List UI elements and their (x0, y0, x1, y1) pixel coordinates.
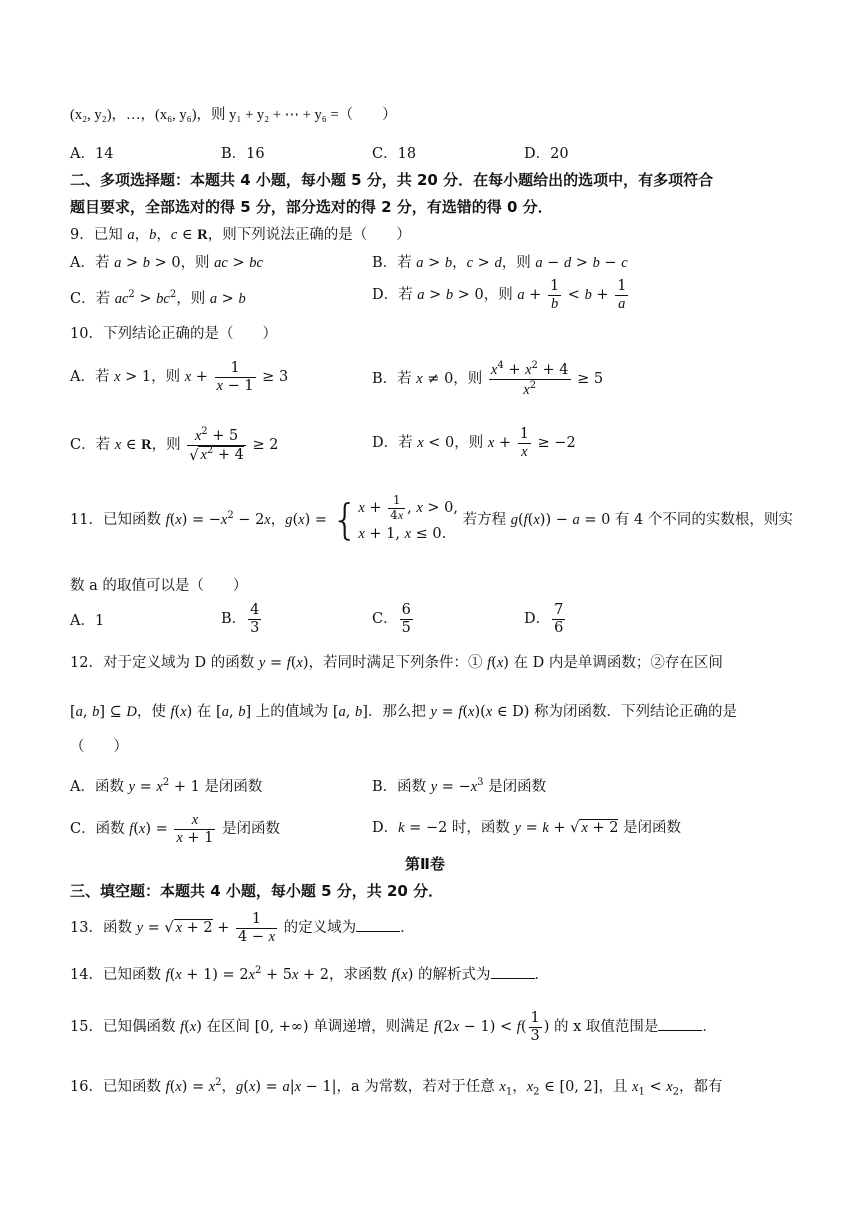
q13-end: ． (400, 920, 415, 937)
q11-b-num: 4 (250, 602, 260, 618)
q10-b-mid: ，则 (453, 371, 487, 387)
q9-option-d: D．若 a > b > 0，则 a + $\frac{1}{b}$ < b + $\frac{1}{a}$ (372, 278, 627, 312)
q9-option-a: A．若 a > b > 0，则 ac > bc (70, 255, 263, 271)
q14-line: 14．已知函数 $f(x + 1) = 2x^2 + 5x + 2$，求函数 f(x) 的解析式为 ． (70, 965, 550, 983)
q14-post: 的解析式为 (413, 966, 491, 983)
q11-option-d (524, 602, 567, 636)
q16-mid1: ， (221, 1078, 237, 1095)
q11-d-den: 6 (554, 619, 564, 636)
q8-pairs: (x₂, y₂)，…，(x₆, y₆)，则 y₁ + y₂ + ⋯ + y₆ =（ ） (70, 107, 397, 123)
q10-c-mid: ，则 (151, 437, 186, 453)
q14-answer-blank[interactable] (491, 968, 535, 979)
q12-a-pre: A．函数 (70, 778, 129, 795)
q10-d-mid: ，则 (454, 435, 488, 452)
q12-stem-line1: 12．对于定义域为 D 的函数 y = f(x)，若同时满足下列条件：① f(x) 在 D 内是单调函数；②存在区间 (70, 655, 723, 671)
q12-s2a: ，使 (136, 704, 171, 720)
q11-d-label: D． (524, 611, 551, 628)
q16-post: ，都有 (679, 1078, 723, 1095)
q10-a-pre: A．若 (70, 369, 115, 386)
q12-b-pre: B．函数 (372, 778, 431, 795)
q15-line: 15．已知偶函数 f(x) 在区间 [0, +∞) 单调递增，则满足 f(2x − 1) < f( $\frac{1}{3}$ ) 的 x 取值范围是 ． (70, 1010, 717, 1044)
q12-s2c: 上的值域为 (251, 704, 333, 720)
q12-s1a: 12．对于定义域为 D 的函数 (70, 655, 259, 671)
q11-c-den: 5 (401, 619, 411, 636)
q8-pairs-line (70, 108, 397, 123)
q12-s2d: ．那么把 (367, 704, 431, 720)
q9-stem-pre: 9．已知 (70, 227, 128, 243)
section2-title-line1: 二、多项选择题：本题共 4 小题，每小题 5 分，共 20 分．在每小题给出的选项中，有多项符合 (70, 171, 714, 189)
section3-title: 三、填空题：本题共 4 小题，每小题 5 分，共 20 分． (70, 882, 444, 900)
q9-stem-post: ，则下列说法正确的是（ ） (207, 227, 411, 243)
q12-s1c: 在 D 内是单调函数；②存在区间 (508, 655, 723, 671)
q9-b-pre: B．若 (372, 255, 417, 271)
part2-title: 第Ⅱ卷 (405, 855, 445, 873)
q16-mid3: ， (512, 1078, 527, 1095)
q8-option-c: C．18 (372, 146, 417, 162)
q15-end: ． (702, 1019, 717, 1036)
q12-s1b: ，若同时满足下列条件：① (308, 655, 488, 671)
q10-option-d: D．若 x < 0，则 x + $\frac{1}{x}$ ≥ −2 (372, 426, 576, 460)
q12-option-b: B．函数 $y = -x^3$ 是闭函数 (372, 777, 547, 795)
q11-stem-post: 有 4 个不同的实数根，则实 (614, 511, 793, 528)
q14-end: ． (534, 966, 550, 983)
q12-c-pre: C．函数 (70, 821, 130, 838)
q12-d-mid: 时，函数 (447, 820, 515, 836)
q14-mid: ，求函数 (328, 966, 392, 983)
q11-stem-pre: 11．已知函数 (70, 511, 166, 528)
q11-option-a: A．1 (70, 613, 105, 629)
q12-c-post: 是闭函数 (217, 821, 281, 838)
q10-b-pre: B．若 (372, 371, 417, 387)
q11-d-num: 7 (554, 602, 564, 618)
q10-option-b: B．若 x ≠ 0，则 $\frac{x^4 + x^2 + 4}{x^2}$ ≥ 5 (372, 360, 604, 398)
q13-line: 13．函数 y = √ x + 2 + $\frac{1}{4 - x}$ 的定义域为 ． (70, 911, 415, 945)
q14-pre: 14．已知函数 (70, 966, 166, 983)
q9-d-pre: D．若 (372, 287, 418, 304)
q12-d-post: 是闭函数 (618, 820, 682, 836)
q10-d-pre: D．若 (372, 435, 418, 452)
q10-a-mid: ，则 (151, 369, 185, 386)
q9-a-mid: ，则 (180, 255, 215, 271)
q12-option-a: A．函数 $y = x^2 + 1$ 是闭函数 (70, 777, 263, 795)
q16-pre: 16．已知函数 (70, 1078, 166, 1095)
q12-s2b: 在 (192, 704, 217, 720)
q8-option-a: A．14 (70, 146, 114, 162)
q11-option-c (372, 602, 415, 636)
q9-stem: 9．已知 a，b，c ∈ R，则下列说法正确的是（ ） (70, 227, 411, 243)
q9-c-mid: ，则 (176, 290, 210, 307)
q9-c-pre: C．若 (70, 290, 115, 307)
q16-line: 16．已知函数 $f(x) = x^2$，g(x) = a|x − 1|，a 为常数，若对于任意 $x_1$，$x_2$ ∈ [0, 2]，且 $x_1 < x_2$，都有 (70, 1077, 723, 1098)
q12-option-d: D．k = −2 时，函数 y = k + √ x + 2 是闭函数 (372, 820, 682, 836)
q9-d-mid: ，则 (483, 287, 518, 304)
q11-stem-line2: 数 a 的取值可以是（ ） (70, 578, 248, 594)
q10-option-a: A．若 x > 1，则 x + $\frac{1}{x - 1}$ ≥ 3 (70, 360, 289, 394)
q15-answer-blank[interactable] (658, 1020, 702, 1031)
q9-b-mid: ，则 (501, 255, 536, 271)
q9-option-c: C．若 $ac^2 > bc^2$，则 a > b (70, 289, 246, 307)
q12-stem-line3: （ ） (70, 739, 128, 755)
q13-pre: 13．函数 (70, 920, 137, 937)
q9-option-b: B．若 a > b，c > d，则 a − d > b − c (372, 255, 628, 271)
q9-a-pre: A．若 (70, 255, 115, 271)
q15-mid1: 在区间 (201, 1019, 255, 1036)
q12-b-post: 是闭函数 (483, 778, 547, 795)
q12-a-post: 是闭函数 (199, 778, 263, 795)
q10-stem: 10．下列结论正确的是（ ） (70, 326, 277, 342)
q10-c-pre: C．若 (70, 437, 115, 453)
q11-b-label: B． (221, 611, 247, 628)
q15-pre: 15．已知偶函数 (70, 1019, 181, 1036)
q12-stem-line2: [a, b] ⊆ D，使 f(x) 在 [a, b] 上的值域为 [a, b]．那么把 y = f(x)(x ∈ D) 称为闭函数．下列结论正确的是 (70, 704, 738, 720)
q11-stem: 11．已知函数 $f(x) = -x^2 - 2x$，g(x) = {x + $\frac{1}{4x}$ , x > 0, x + 1, x ≤ 0. 若方程 g(f(x)) − a = 0 有 4 个不同的实数根，则实 (70, 493, 793, 544)
q8-option-d: D．20 (524, 146, 569, 162)
q15-post: 的 x 取值范围是 (549, 1019, 659, 1036)
q12-s2e: 称为闭函数．下列结论正确的是 (529, 704, 738, 720)
q10-option-c: C．若 x ∈ R，则 $\frac{x^2 + 5}{√ x^2 + 4}$ ≥ 2 (70, 426, 279, 464)
q15-mid2: 单调递增，则满足 (308, 1019, 434, 1036)
q11-b-den: 3 (250, 619, 260, 636)
q11-stem-mid: 若方程 (462, 511, 511, 528)
q16-mid2: ，a 为常数，若对于任意 (336, 1078, 500, 1095)
q16-mid4: ，且 (598, 1078, 633, 1095)
q8-option-b: B．16 (221, 146, 265, 162)
q13-answer-blank[interactable] (356, 921, 400, 932)
q11-option-b (221, 602, 263, 636)
section2-title-line2: 题目要求，全部选对的得 5 分，部分选对的得 2 分，有选错的得 0 分． (70, 198, 553, 216)
q11-c-label: C． (372, 611, 398, 628)
q12-option-c: C．函数 f(x) = $\frac{x}{x + 1}$ 是闭函数 (70, 812, 281, 846)
q13-post: 的定义域为 (279, 920, 357, 937)
q11-c-num: 6 (401, 602, 411, 618)
